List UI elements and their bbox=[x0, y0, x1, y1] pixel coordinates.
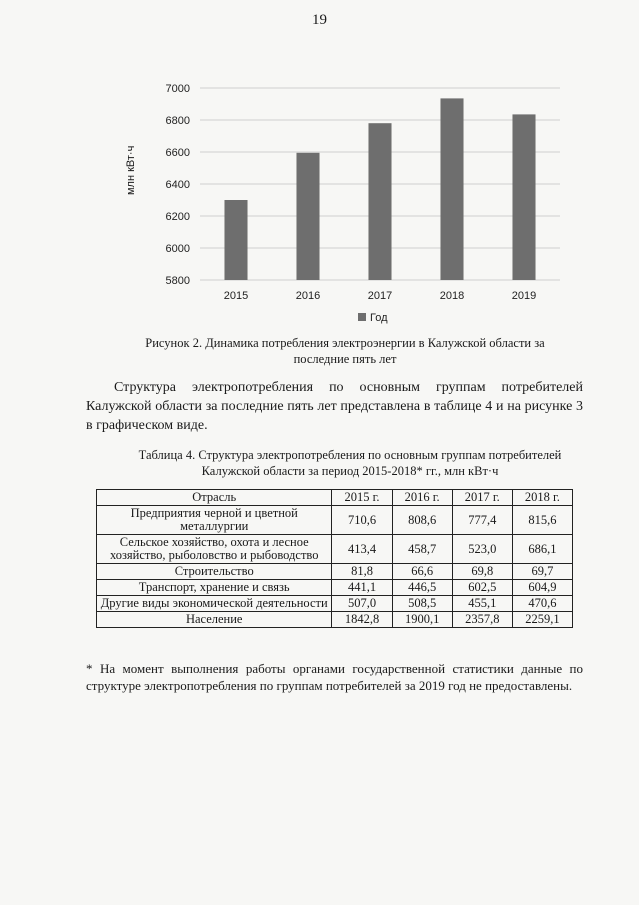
value-cell: 81,8 bbox=[332, 564, 392, 580]
table-title: Таблица 4. Структура электропотребления по основным группам потребителей Калужской области за период 2015-2018* гг., млн кВт·ч bbox=[138, 448, 562, 478]
value-cell: 470,6 bbox=[512, 596, 572, 612]
legend-swatch bbox=[358, 313, 366, 321]
table-row bbox=[97, 612, 573, 628]
y-tick-label: 5800 bbox=[165, 275, 190, 287]
value-cell: 458,7 bbox=[392, 535, 452, 564]
body-paragraph bbox=[86, 378, 583, 435]
header-2015: 2015 г. bbox=[332, 490, 392, 506]
value-cell: 441,1 bbox=[332, 580, 392, 596]
table-row bbox=[97, 506, 573, 535]
y-tick-label: 6000 bbox=[165, 243, 190, 255]
footnote: * На момент выполнения работы органами государственной статистики данные по структуре электропотребления по группам потребителей за 2019 год не предоставлены. bbox=[86, 661, 583, 693]
value-cell: 1900,1 bbox=[392, 612, 452, 628]
sector-cell: Строительство bbox=[97, 564, 332, 580]
figure-caption: Рисунок 2. Динамика потребления электроэнергии в Калужской области за последние пять лет bbox=[145, 336, 545, 366]
sector-cell: Население bbox=[97, 612, 332, 628]
x-tick-label: 2018 bbox=[439, 290, 465, 302]
bar-chart bbox=[125, 75, 565, 330]
value-cell: 69,7 bbox=[512, 564, 572, 580]
legend-label: Год bbox=[370, 312, 388, 324]
value-cell: 2259,1 bbox=[512, 612, 572, 628]
value-cell: 686,1 bbox=[512, 535, 572, 564]
value-cell: 2357,8 bbox=[452, 612, 512, 628]
y-tick-label: 7000 bbox=[165, 83, 190, 95]
page-number: 19 bbox=[312, 12, 327, 28]
table-header-row bbox=[97, 490, 573, 506]
value-cell: 1842,8 bbox=[332, 612, 392, 628]
header-2018: 2018 г. bbox=[512, 490, 572, 506]
sector-cell: Другие виды экономической деятельности bbox=[97, 596, 332, 612]
value-cell: 602,5 bbox=[452, 580, 512, 596]
bar bbox=[512, 114, 535, 280]
sector-cell: Предприятия черной и цветной металлургии bbox=[97, 506, 332, 535]
value-cell: 508,5 bbox=[392, 596, 452, 612]
value-cell: 66,6 bbox=[392, 564, 452, 580]
table-row bbox=[97, 535, 573, 564]
header-2016: 2016 г. bbox=[392, 490, 452, 506]
table-row bbox=[97, 580, 573, 596]
value-cell: 523,0 bbox=[452, 535, 512, 564]
y-axis-label: млн кВт·ч bbox=[125, 145, 137, 195]
sector-cell: Транспорт, хранение и связь bbox=[97, 580, 332, 596]
x-tick-label: 2019 bbox=[511, 290, 537, 302]
value-cell: 604,9 bbox=[512, 580, 572, 596]
x-tick-label: 2015 bbox=[223, 290, 249, 302]
x-tick-label: 2017 bbox=[367, 290, 393, 302]
y-tick-label: 6400 bbox=[165, 179, 190, 191]
value-cell: 413,4 bbox=[332, 535, 392, 564]
value-cell: 455,1 bbox=[452, 596, 512, 612]
bar bbox=[224, 200, 247, 280]
bar bbox=[296, 153, 319, 280]
paragraph-text: Структура электропотребления по основным группам потребителей Калужской области за последние пять лет представлена в таблице 4 и на рисунке 3 в графическом виде. bbox=[86, 380, 583, 433]
table-row bbox=[97, 564, 573, 580]
value-cell: 710,6 bbox=[332, 506, 392, 535]
header-2017: 2017 г. bbox=[452, 490, 512, 506]
value-cell: 815,6 bbox=[512, 506, 572, 535]
sector-cell: Сельское хозяйство, охота и лесное хозяйство, рыболовство и рыбоводство bbox=[97, 535, 332, 564]
table-row bbox=[97, 596, 573, 612]
header-sector: Отрасль bbox=[97, 490, 332, 506]
bar bbox=[368, 123, 391, 280]
y-tick-label: 6800 bbox=[165, 115, 190, 127]
value-cell: 446,5 bbox=[392, 580, 452, 596]
chart-canvas bbox=[145, 75, 565, 330]
value-cell: 808,6 bbox=[392, 506, 452, 535]
bar bbox=[440, 98, 463, 280]
value-cell: 69,8 bbox=[452, 564, 512, 580]
x-tick-label: 2016 bbox=[295, 290, 321, 302]
consumption-table bbox=[96, 489, 573, 628]
y-tick-label: 6600 bbox=[165, 147, 190, 159]
y-tick-label: 6200 bbox=[165, 211, 190, 223]
value-cell: 777,4 bbox=[452, 506, 512, 535]
value-cell: 507,0 bbox=[332, 596, 392, 612]
